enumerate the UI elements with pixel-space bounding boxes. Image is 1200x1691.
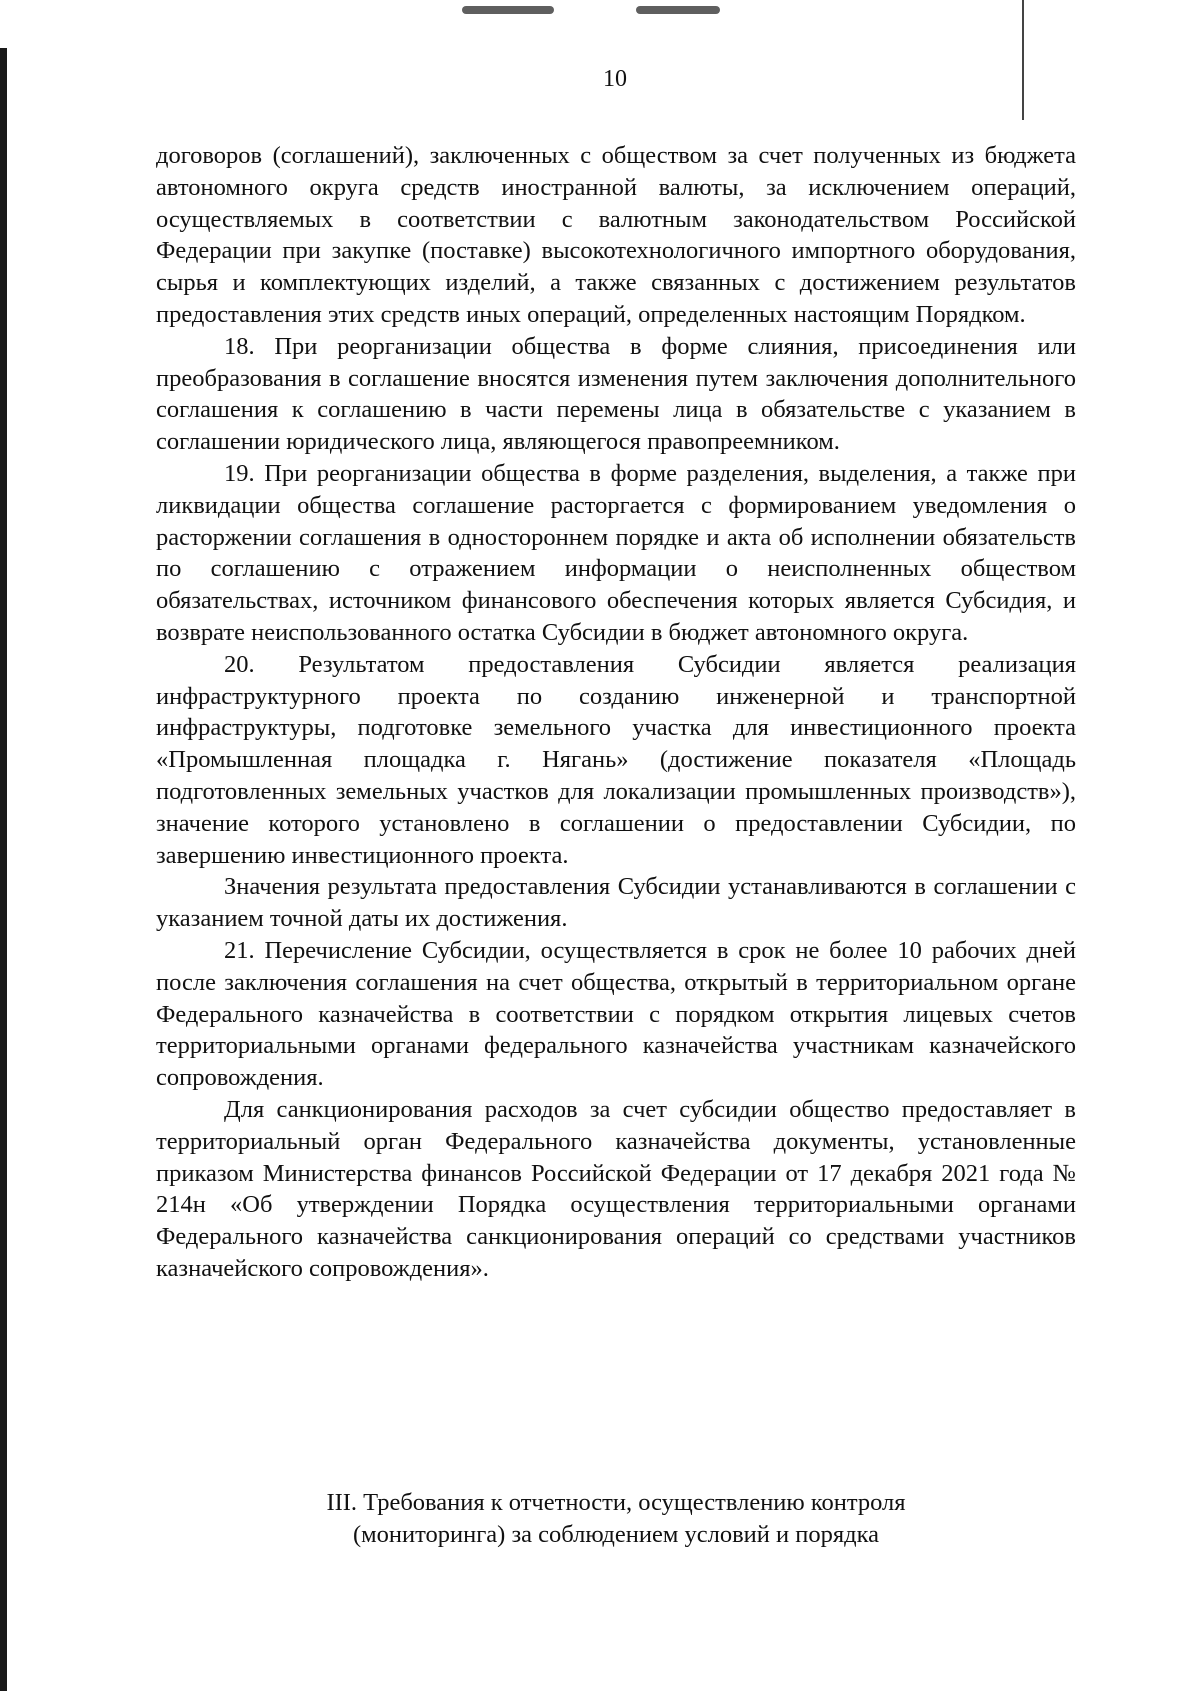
scan-right-edge — [1022, 0, 1024, 120]
paragraph-continuation: договоров (соглашений), заключенных с обществом за счет полученных из бюджета автономного округа средств иностранной валюты, за исключением операций, осуществляемых в соответствии с валютным законодательством Российской Федерации при закупке (поставке) высокотехнологичного импортного оборудования, сырья и комплектующих изделий, а также связанных с достижением результатов предоставления этих средств иных операций, определенных настоящим Порядком. — [156, 142, 1076, 328]
paragraph-20-values: Значения результата предоставления Субсидии устанавливаются в соглашении с указанием точной даты их достижения. — [156, 873, 1076, 933]
scan-smudge-left — [462, 6, 554, 14]
section-heading-line-2: (мониторинга) за соблюдением условий и порядка — [353, 1521, 879, 1548]
section-heading-line-1: III. Требования к отчетности, осуществлению контроля — [326, 1489, 906, 1516]
paragraph-21: 21. Перечисление Субсидии, осуществляется в срок не более 10 рабочих дней после заключения соглашения на счет общества, открытый в территориальном органе Федерального казначейства в соответствии с порядком открытия лицевых счетов территориальными органами федерального казначейства участникам казначейского сопровождения. — [156, 936, 1076, 1092]
section-heading — [156, 1487, 1076, 1551]
page-number: 10 — [603, 66, 627, 92]
scan-left-edge — [0, 48, 7, 1691]
document-body — [156, 140, 1076, 1285]
paragraph-19: 19. При реорганизации общества в форме разделения, выделения, а также при ликвидации общества соглашение расторгается с формированием уведомления о расторжении соглашения в одностороннем порядке и акта об исполнении обязательств по соглашению с отражением информации о неисполненных обществом обязательствах, источником финансового обеспечения которых является Субсидия, и возврате неиспользованного остатка Субсидии в бюджет автономного округа. — [156, 459, 1076, 646]
paragraph-20: 20. Результатом предоставления Субсидии является реализация инфраструктурного проекта по созданию инженерной и транспортной инфраструктуры, подготовке земельного участка для инвестиционного проекта «Промышленная площадка г. Нягань» (достижение показателя «Площадь подготовленных земельных участков для локализации промышленных производств»), значение которого установлено в соглашении о предоставлении Субсидии, по завершению инвестиционного проекта. — [156, 650, 1076, 869]
paragraph-21-authorization: Для санкционирования расходов за счет субсидии общество предоставляет в территориальный орган Федерального казначейства документы, установленные приказом Министерства финансов Российской Федерации от 17 декабря 2021 года № 214н «Об утверждении Порядка осуществления территориальными органами Федерального казначейства санкционирования операций со средствами участников казначейского сопровождения». — [156, 1095, 1076, 1282]
paragraph-18: 18. При реорганизации общества в форме слияния, присоединения или преобразования в соглашение вносятся изменения путем заключения дополнительного соглашения к соглашению в части перемены лица в обязательстве с указанием в соглашении юридического лица, являющегося правопреемником. — [156, 332, 1076, 456]
scan-smudge-right — [636, 6, 720, 14]
